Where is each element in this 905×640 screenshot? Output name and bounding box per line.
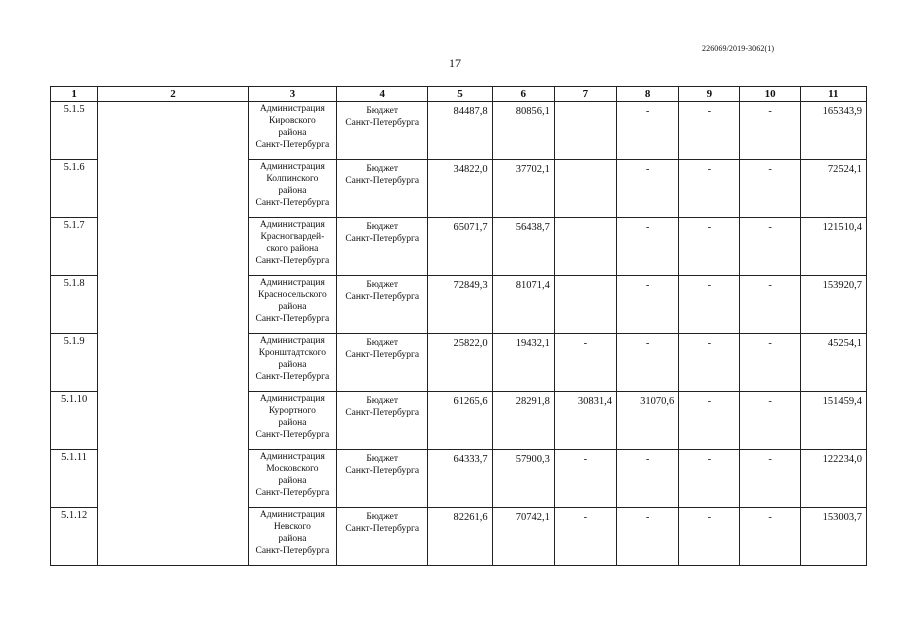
column-header: 1: [51, 87, 98, 102]
amount-c8: -: [617, 218, 679, 276]
row-number: 5.1.7: [51, 218, 98, 276]
budget-cell: [337, 102, 428, 160]
amount-c9: -: [679, 218, 740, 276]
amount-c10: -: [740, 450, 800, 508]
amount-c7: [554, 102, 616, 160]
agency-line: Санкт-Петербурга: [255, 198, 330, 208]
amount-c5: 34822,0: [428, 160, 492, 218]
amount-c9: -: [679, 334, 740, 392]
agency-line: района: [278, 534, 307, 544]
total-amount: 122234,0: [800, 450, 866, 508]
amount-c8: -: [617, 334, 679, 392]
budget-line: Бюджет: [366, 396, 399, 406]
amount-c8: -: [617, 450, 679, 508]
page-number: 17: [449, 56, 461, 70]
agency-line: Невского: [273, 522, 311, 532]
agency-line: Колпинского: [266, 174, 319, 184]
amount-c10: -: [740, 218, 800, 276]
agency-cell: [248, 392, 336, 450]
amount-c6: 57900,3: [492, 450, 554, 508]
total-amount: 45254,1: [800, 334, 866, 392]
agency-cell: [248, 160, 336, 218]
agency-line: района: [278, 302, 307, 312]
agency-line: района: [278, 360, 307, 370]
column-header: 8: [617, 87, 679, 102]
description-cell: [98, 160, 249, 218]
budget-line: Санкт-Петербурга: [345, 466, 420, 476]
amount-c9: -: [679, 102, 740, 160]
budget-line: Бюджет: [366, 164, 399, 174]
budget-line: Бюджет: [366, 280, 399, 290]
column-header: 7: [554, 87, 616, 102]
budget-table: [50, 86, 867, 566]
agency-line: Санкт-Петербурга: [255, 372, 330, 382]
agency-line: района: [278, 476, 307, 486]
budget-cell: [337, 276, 428, 334]
amount-c8: -: [617, 160, 679, 218]
budget-line: Санкт-Петербурга: [345, 176, 420, 186]
total-amount: 153003,7: [800, 508, 866, 566]
amount-c7: [554, 276, 616, 334]
budget-cell: [337, 508, 428, 566]
description-cell: [98, 276, 249, 334]
amount-c6: 81071,4: [492, 276, 554, 334]
agency-line: Администрация: [259, 452, 325, 462]
total-amount: 165343,9: [800, 102, 866, 160]
amount-c5: 25822,0: [428, 334, 492, 392]
agency-line: Санкт-Петербурга: [255, 430, 330, 440]
row-number: 5.1.9: [51, 334, 98, 392]
agency-line: ского района: [266, 244, 319, 254]
row-number: 5.1.12: [51, 508, 98, 566]
amount-c10: -: [740, 102, 800, 160]
budget-line: Санкт-Петербурга: [345, 234, 420, 244]
amount-c5: 84487,8: [428, 102, 492, 160]
column-header: 5: [428, 87, 492, 102]
amount-c7: -: [554, 450, 616, 508]
amount-c9: -: [679, 508, 740, 566]
amount-c6: 56438,7: [492, 218, 554, 276]
table-row: [51, 218, 867, 276]
agency-line: Московского: [266, 464, 319, 474]
amount-c8: -: [617, 276, 679, 334]
amount-c10: -: [740, 334, 800, 392]
agency-cell: [248, 450, 336, 508]
amount-c8: -: [617, 102, 679, 160]
amount-c7: -: [554, 334, 616, 392]
budget-cell: [337, 334, 428, 392]
row-number: 5.1.8: [51, 276, 98, 334]
agency-line: Санкт-Петербурга: [255, 256, 330, 266]
amount-c10: -: [740, 160, 800, 218]
amount-c8: -: [617, 508, 679, 566]
amount-c10: -: [740, 276, 800, 334]
amount-c8: 31070,6: [617, 392, 679, 450]
agency-line: Администрация: [259, 162, 325, 172]
amount-c9: -: [679, 276, 740, 334]
amount-c9: -: [679, 160, 740, 218]
description-cell: [98, 450, 249, 508]
agency-line: Администрация: [259, 220, 325, 230]
table-row: [51, 334, 867, 392]
description-cell: [98, 392, 249, 450]
table-row: [51, 508, 867, 566]
agency-line: района: [278, 128, 307, 138]
amount-c5: 61265,6: [428, 392, 492, 450]
column-header: 4: [337, 87, 428, 102]
agency-line: Санкт-Петербурга: [255, 140, 330, 150]
amount-c5: 64333,7: [428, 450, 492, 508]
amount-c6: 19432,1: [492, 334, 554, 392]
total-amount: 153920,7: [800, 276, 866, 334]
agency-line: Красносельского: [258, 290, 327, 300]
agency-line: Администрация: [259, 510, 325, 520]
agency-line: Администрация: [259, 394, 325, 404]
row-number: 5.1.10: [51, 392, 98, 450]
description-cell: [98, 334, 249, 392]
amount-c5: 65071,7: [428, 218, 492, 276]
amount-c10: -: [740, 508, 800, 566]
total-amount: 72524,1: [800, 160, 866, 218]
amount-c9: -: [679, 392, 740, 450]
budget-cell: [337, 160, 428, 218]
table-row: [51, 392, 867, 450]
amount-c5: 82261,6: [428, 508, 492, 566]
description-cell: [98, 508, 249, 566]
column-header: 3: [248, 87, 336, 102]
agency-line: Администрация: [259, 336, 325, 346]
budget-cell: [337, 218, 428, 276]
agency-line: района: [278, 186, 307, 196]
budget-line: Бюджет: [366, 222, 399, 232]
agency-line: Красногвардей-: [260, 232, 325, 242]
budget-line: Бюджет: [366, 454, 399, 464]
budget-line: Бюджет: [366, 106, 399, 116]
column-header: 2: [98, 87, 249, 102]
budget-line: Санкт-Петербурга: [345, 408, 420, 418]
column-header: 9: [679, 87, 740, 102]
table-header-row: [51, 87, 867, 102]
amount-c9: -: [679, 450, 740, 508]
column-header: 10: [740, 87, 800, 102]
agency-line: района: [278, 418, 307, 428]
row-number: 5.1.6: [51, 160, 98, 218]
agency-cell: [248, 334, 336, 392]
agency-cell: [248, 218, 336, 276]
budget-line: Бюджет: [366, 512, 399, 522]
description-cell: [98, 102, 249, 160]
agency-line: Администрация: [259, 104, 325, 114]
budget-cell: [337, 392, 428, 450]
amount-c5: 72849,3: [428, 276, 492, 334]
table-row: [51, 276, 867, 334]
agency-line: Санкт-Петербурга: [255, 488, 330, 498]
amount-c7: [554, 160, 616, 218]
row-number: 5.1.11: [51, 450, 98, 508]
budget-line: Санкт-Петербурга: [345, 292, 420, 302]
table-row: [51, 102, 867, 160]
amount-c7: -: [554, 508, 616, 566]
budget-cell: [337, 450, 428, 508]
total-amount: 121510,4: [800, 218, 866, 276]
budget-line: Санкт-Петербурга: [345, 350, 420, 360]
agency-line: Санкт-Петербурга: [255, 546, 330, 556]
agency-line: Кировского: [268, 116, 316, 126]
table-row: [51, 160, 867, 218]
column-header: 6: [492, 87, 554, 102]
document-number: 226069/2019-3062(1): [702, 44, 775, 53]
agency-cell: [248, 102, 336, 160]
amount-c6: 28291,8: [492, 392, 554, 450]
budget-line: Санкт-Петербурга: [345, 118, 420, 128]
table-row: [51, 450, 867, 508]
budget-line: Бюджет: [366, 338, 399, 348]
agency-line: Администрация: [259, 278, 325, 288]
amount-c6: 80856,1: [492, 102, 554, 160]
amount-c6: 70742,1: [492, 508, 554, 566]
column-header: 11: [800, 87, 866, 102]
budget-line: Санкт-Петербурга: [345, 524, 420, 534]
agency-line: Курортного: [268, 406, 316, 416]
amount-c6: 37702,1: [492, 160, 554, 218]
total-amount: 151459,4: [800, 392, 866, 450]
description-cell: [98, 218, 249, 276]
amount-c7: [554, 218, 616, 276]
agency-cell: [248, 508, 336, 566]
agency-line: Кронштадтского: [258, 348, 327, 358]
amount-c7: 30831,4: [554, 392, 616, 450]
amount-c10: -: [740, 392, 800, 450]
row-number: 5.1.5: [51, 102, 98, 160]
agency-line: Санкт-Петербурга: [255, 314, 330, 324]
agency-cell: [248, 276, 336, 334]
